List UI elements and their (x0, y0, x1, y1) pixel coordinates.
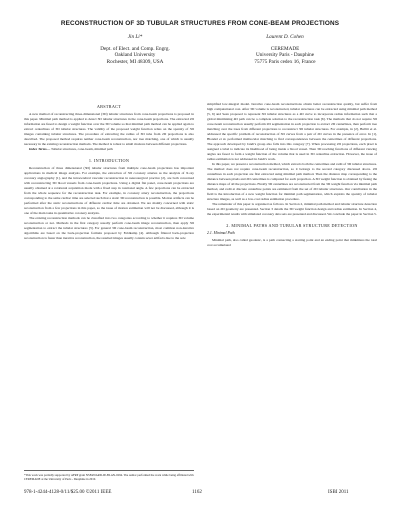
right-column (207, 102, 377, 248)
index-terms (24, 147, 194, 152)
abstract-text: A new method of reconstructing three-dimensional (3D) tubular structures from cone-beam projections is proposed in this paper. Minimal path method is applied to detect 3D tubular structures in the cone-beam projections. The extracted 2D information are fused to design a weight function over the 3D volume so that minimal path method can be applied again to extract centerlines of 3D tubular structures. The validity of the proposed weight function relies on the sparsity of 3D images containing tubular structures. The procedure of extracting the radius of 3D tube from 2D projections is also described. The proposed method requires neither cone-beam reconstruction, nor tree matching, one of which is usually necessary in the existing reconstruction methods. The method is robust to small motions between different projections. (24, 112, 194, 146)
intro-paragraph: Reconstruction of three dimensional (3D) tubular structures from multiple cone-beam projections has important applications in medical image analysis. For example, the extraction of 3D coronary arteries as the analysis of X-ray coronary angiography [1], and the intracerebral vascular reconstruction in neurosurgical practice [2], are both concerned with reconstructing 3D blood vessels from cone-beam projections. Using a digital flat panel, cone-beam projections are usually obtained at a rotational acquisition mode with a fixed step in rotational angle. A few projections can be extracted from the whole sequence for the reconstruction task. For example, in coronary artery reconstruction, the projections corresponding to the same cardiac time are selected such that a static 3D reconstruction is possible. Motion artifacts can be performed after the static reconstructions of different cardiac time are obtained. We are mainly concerned with static reconstruction from a few projections in this paper, so the issue of motion estimation will not be discussed, although it is one of the main tasks in quantitative coronary analysis. (24, 166, 194, 215)
page-footer (0, 490, 400, 500)
section-1-heading: 1. INTRODUCTION (88, 158, 130, 163)
body-paragraph: In this paper, we present a reconstruction method, which extracts both the centerlines and radii of 3D tubular structures. The method does not require cone-beam reconstruction, so it belongs to the second category discussed above. 2D centerlines in each projection are first extracted using minimal path method. Then the distance map corresponding to the distance between pixels and 2D centerlines is computed for each projection. A 3D weight function is obtained by fusing the distance maps of all the projections. Finally 3D centerlines are reconstructed from the 3D weight function via minimal path method, and radii at discrete centerline points are estimated from the set of 2D tubular structures. Our contribution in the field is the introduction of a new weight function for minimal path segmentation, which exploits the sparsity of tubular structure images, as well as a low-cost radius estimation procedure. (207, 162, 377, 201)
author-1-affiliation-line: Rochester, MI 48309, USA (106, 58, 164, 65)
body-paragraph: The remainder of this paper is organized as follows. In Section 2, minimal path method and tubular structure detection based on 2D geometry are presented. Section 3 details the 3D weight function design and radius estimation. In Section 4, the experimental results with simulated coronary data sets are presented and discussed. We conclude the paper in Section 5. (207, 202, 377, 216)
author-1-name: Jin Li* (127, 34, 143, 40)
author-2-affiliation-line: CEREMADE (270, 45, 300, 52)
author-2-affiliation-line: University Paris - Dauphine (255, 52, 315, 59)
left-column (24, 102, 194, 241)
section-2-heading: 2. MINIMAL PATHS AND TUBULAR STRUCTURE DETECTION (226, 223, 358, 228)
index-terms-label: Index Terms— (29, 147, 51, 151)
subsection-2-1-heading: 2.1. Minimal Path (207, 231, 235, 235)
author-1-affiliation-line: Dept. of Elect. and Comp. Engrg. (100, 45, 170, 52)
intro-paragraph: The existing reconstruction methods can be classified into two categories according to whether it requires 3D volume reconstruction or not. Methods in the first category usually perform cone-beam image reconstruction, then apply 3D segmentation to extract the tubular structures [3]. For general 3D cone-beam reconstruction, most common non-iterative algorithms are based on the back-projection formula proposed by Feldkamp [4]. Although filtered back-projection reconstruction is faster than iterative reconstruction, the resulted images usually contain sever artifacts due to the sole (24, 216, 194, 240)
author-2 (220, 34, 350, 65)
footer-page-number: 1162 (192, 490, 202, 495)
paper-title: RECONSTRUCTION OF 3D TUBULAR STRUCTURES FROM CONE-BEAM PROJECTIONS (60, 20, 340, 27)
author-2-name: Laurent D. Cohen (266, 34, 304, 40)
footer-isbn: 978-1-4244-4128-0/11/$25.00 ©2011 IEEE (24, 490, 112, 495)
abstract-heading: ABSTRACT (96, 104, 122, 109)
author-1-affiliation-line: Oakland University (114, 52, 156, 59)
index-terms-text: Tubular structures, cone-beam, minimal path (50, 147, 113, 151)
author-2-affiliation-line: 75775 Paris cedex 16, France (254, 58, 316, 65)
author-1 (70, 34, 200, 65)
footer-venue: ISBI 2011 (328, 490, 349, 495)
footnote: *This work was partially supported by AFRP grant NSFAWARD-00-BLAN-0294. The author performed the work while being affiliated with CEREMADE at the University of Paris - Dauphine in 2010. (24, 470, 194, 481)
body-paragraph: simplified low-integral model. Iterative cone-beam reconstructions obtain better reconstruction quality, but suffer from high computational cost. After 3D volume is reconstructed, tubular structures can be extracted using minimal path method [5, 6] and Sean proposed to represent 3D tubular structures as a 4D curve to incorporate radius information such that a global minimizing 4D path can be a complete solution to the reconstruction task [6]. The methods that do not require 3D cone-beam reconstruction usually perform 2D segmentation in each projection to extract 2D centerlines, then perform tree matching over the trees from different projections to reconstruct 3D tubular structures. For example, in [2], Bullitt et al. addressed the specific problem of reconstruction of 3D curves from a pair of 2D curves in the presence of error. In [1], Blondel et al. performed multiocular matching to find correspondences between the centerlines of different projections. The approach developed by Jandt's group also falls into this category [7]. When processing 2D projections, each pixel is assigned a label to indicate its likelihood of being inside a blood vessel. Then 3D reaching functions of different viewing angles are fused to form a weight function of the volume that is used in 3D centerline extraction. However, the issue of radius estimation is not addressed in Jandt's work. (207, 102, 377, 161)
body-paragraph: Minimal path, also called geodesic, is a path connecting a starting point and an ending point that minimizes the total cost accumulated (207, 238, 377, 247)
